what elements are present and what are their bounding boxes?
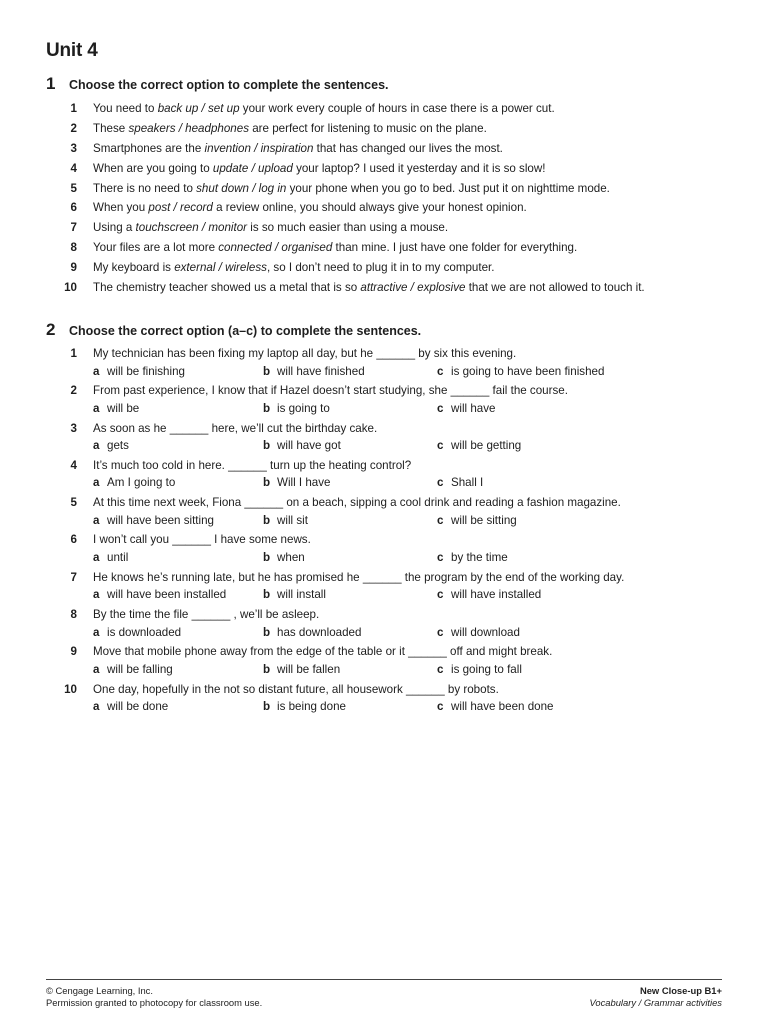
- option-text: will be finishing: [107, 364, 185, 378]
- option-text: will have: [451, 401, 496, 415]
- list-item: [0, 179, 768, 199]
- sentence-fragment: My keyboard is: [93, 261, 175, 275]
- option-a: [93, 661, 173, 679]
- option-letter: c: [437, 513, 444, 527]
- option-b: [263, 437, 341, 455]
- option-text: will download: [451, 625, 520, 639]
- option-a: [93, 400, 139, 418]
- item-number: 8: [70, 241, 77, 255]
- sentence-text: [93, 179, 610, 199]
- option-pair: post / record: [148, 201, 213, 215]
- permission-text: Permission granted to photocopy for classroom use.: [46, 997, 263, 1008]
- option-text: will be falling: [107, 662, 173, 676]
- item-number: 10: [64, 281, 77, 295]
- option-c: [437, 363, 604, 381]
- option-letter: c: [437, 364, 444, 378]
- option-letter: b: [263, 513, 271, 527]
- sentence-fragment: your phone when you go to bed. Just put it on nighttime mode.: [286, 181, 610, 195]
- option-text: Will I have: [277, 476, 331, 490]
- option-letter: c: [437, 625, 444, 639]
- option-letter: a: [93, 550, 100, 564]
- question-stem: As soon as he ______ here, we’ll cut the birthday cake.: [93, 421, 378, 435]
- item-number: 4: [70, 161, 77, 175]
- list-item: [0, 238, 768, 258]
- option-text: is going to: [277, 401, 330, 415]
- question-number: 1: [70, 347, 77, 360]
- item-number: 2: [70, 121, 77, 135]
- list-item: [0, 99, 768, 119]
- sentence-fragment: Smartphones are the: [93, 141, 205, 155]
- question-stem: He knows he’s running late, but he has promised he ______ the program by the end of the working day.: [93, 570, 625, 584]
- option-letter: b: [263, 700, 271, 714]
- option-letter: b: [263, 662, 271, 676]
- list-item: [0, 218, 768, 238]
- option-a: [93, 698, 168, 716]
- option-b: [263, 698, 346, 716]
- option-letter: b: [263, 625, 271, 639]
- option-pair: attractive / explosive: [360, 281, 466, 295]
- option-text: will be: [107, 401, 140, 415]
- option-a: [93, 624, 181, 642]
- sentence-fragment: There is no need to: [93, 181, 197, 195]
- question-number: 2: [70, 384, 77, 398]
- section-2-instruction: Choose the correct option (a–c) to complete the sentences.: [69, 324, 422, 338]
- question-item: [0, 345, 768, 382]
- activity-type: Vocabulary / Grammar activities: [589, 997, 722, 1008]
- question-item: [0, 420, 768, 457]
- sentence-fragment: your work every couple of hours in case there is a power cut.: [239, 102, 555, 115]
- option-b: [263, 586, 326, 604]
- option-a: [93, 474, 175, 492]
- option-text: will have been sitting: [107, 513, 214, 527]
- question-item: [0, 531, 768, 568]
- sentence-text: [93, 238, 577, 258]
- sentence-fragment: your laptop? I used it yesterday and it is so slow!: [292, 161, 546, 175]
- item-number: 7: [70, 221, 77, 235]
- item-number: 6: [70, 201, 77, 215]
- sentence-text: [93, 278, 645, 298]
- option-text: will be fallen: [277, 662, 341, 676]
- option-c: [437, 661, 522, 679]
- option-letter: c: [437, 700, 444, 714]
- option-text: will be getting: [451, 439, 522, 453]
- section-2-list: [0, 345, 768, 718]
- option-text: will have been done: [451, 700, 554, 714]
- sentence-text: [93, 139, 503, 159]
- option-b: [263, 400, 330, 418]
- footer-left: [46, 985, 262, 1009]
- option-letter: c: [437, 401, 444, 415]
- option-text: will have got: [277, 439, 341, 453]
- question-stem: It’s much too cold in here. ______ turn up the heating control?: [93, 458, 412, 472]
- option-text: will have been installed: [107, 588, 227, 602]
- option-pair: invention / inspiration: [204, 141, 314, 155]
- option-text: will sit: [277, 513, 308, 527]
- option-letter: c: [437, 439, 444, 453]
- footer-right: [589, 985, 722, 1009]
- option-text: is going to have been finished: [451, 364, 605, 378]
- sentence-fragment: Using a: [93, 221, 136, 235]
- option-letter: b: [263, 550, 271, 564]
- sentence-fragment: is so much easier than using a mouse.: [247, 221, 449, 235]
- question-stem: I won’t call you ______ I have some news.: [93, 533, 311, 547]
- section-2-number: 2: [46, 320, 56, 339]
- sentence-text: [93, 258, 494, 278]
- option-b: [263, 549, 305, 567]
- question-number: 8: [70, 608, 77, 622]
- option-a: [93, 549, 128, 567]
- copyright-text: © Cengage Learning, Inc.: [46, 985, 153, 996]
- option-letter: a: [93, 700, 100, 714]
- section-1-list: [0, 99, 768, 298]
- item-number: 9: [70, 261, 77, 275]
- option-b: [263, 363, 365, 381]
- sentence-text: [93, 119, 487, 139]
- option-text: until: [107, 550, 129, 564]
- option-pair: external / wireless: [174, 261, 267, 275]
- option-c: [437, 586, 541, 604]
- option-letter: b: [263, 401, 271, 415]
- option-letter: b: [263, 364, 271, 378]
- sentence-text: [93, 198, 527, 218]
- page-title: Unit 4: [46, 40, 98, 61]
- option-letter: b: [263, 588, 271, 602]
- sentence-fragment: a review online, you should always give your honest opinion.: [212, 201, 527, 215]
- sentence-fragment: that has changed our lives the most.: [313, 141, 503, 155]
- list-item: [0, 139, 768, 159]
- item-number: 5: [70, 181, 77, 195]
- question-item: [0, 569, 768, 606]
- option-pair: touchscreen / monitor: [135, 221, 248, 235]
- option-c: [437, 512, 517, 530]
- option-letter: a: [93, 401, 100, 415]
- option-text: has downloaded: [277, 625, 362, 639]
- item-number: 3: [70, 141, 77, 155]
- option-text: Shall I: [451, 476, 484, 490]
- option-c: [437, 549, 508, 567]
- option-text: by the time: [451, 550, 508, 564]
- option-a: [93, 363, 185, 381]
- sentence-text: [93, 99, 555, 119]
- question-stem: Move that mobile phone away from the edge of the table or it ______ off and might break.: [93, 645, 553, 659]
- question-number: 4: [70, 458, 77, 472]
- question-number: 6: [70, 533, 77, 547]
- question-item: [0, 606, 768, 643]
- question-number: 9: [70, 645, 77, 659]
- option-text: is going to fall: [451, 662, 522, 676]
- question-number: 3: [70, 421, 77, 435]
- option-letter: b: [263, 476, 271, 490]
- option-c: [437, 624, 520, 642]
- option-text: will have installed: [451, 588, 542, 602]
- option-pair: connected / organised: [218, 241, 333, 255]
- question-number: 5: [70, 496, 77, 510]
- option-letter: a: [93, 476, 100, 490]
- option-pair: back up / set up: [157, 102, 240, 115]
- option-c: [437, 474, 483, 492]
- option-text: gets: [107, 439, 129, 453]
- option-letter: c: [437, 588, 444, 602]
- list-item: [0, 278, 768, 298]
- sentence-fragment: The chemistry teacher showed us a metal that is so: [93, 281, 361, 295]
- section-1-instruction: Choose the correct option to complete the sentences.: [69, 78, 389, 92]
- question-item: [0, 681, 768, 718]
- option-letter: a: [93, 662, 100, 676]
- option-text: Am I going to: [107, 476, 176, 490]
- option-a: [93, 586, 226, 604]
- book-title: New Close-up B1+: [639, 985, 722, 996]
- question-stem: My technician has been fixing my laptop all day, but he ______ by six this evening.: [93, 347, 517, 360]
- question-item: [0, 494, 768, 531]
- sentence-fragment: Your files are a lot more: [93, 241, 219, 255]
- option-letter: b: [263, 439, 271, 453]
- option-letter: a: [93, 588, 100, 602]
- option-text: will be sitting: [451, 513, 517, 527]
- question-item: [0, 457, 768, 494]
- sentence-text: [93, 159, 545, 179]
- option-letter: a: [93, 364, 100, 378]
- item-number: 1: [70, 102, 77, 115]
- option-pair: shut down / log in: [196, 181, 287, 195]
- list-item: [0, 159, 768, 179]
- option-c: [437, 437, 521, 455]
- sentence-fragment: are perfect for listening to music on the plane.: [249, 121, 487, 135]
- question-stem: By the time the file ______ , we’ll be asleep.: [93, 608, 320, 622]
- question-number: 10: [64, 682, 77, 696]
- option-a: [93, 512, 214, 530]
- option-text: will have finished: [277, 364, 365, 378]
- option-b: [263, 661, 340, 679]
- option-pair: speakers / headphones: [128, 121, 249, 135]
- option-letter: c: [437, 550, 444, 564]
- option-a: [93, 437, 129, 455]
- question-item: [0, 382, 768, 419]
- option-letter: a: [93, 513, 100, 527]
- sentence-fragment: When are you going to: [93, 161, 213, 175]
- option-text: is being done: [277, 700, 346, 714]
- sentence-fragment: You need to: [93, 102, 158, 115]
- sentence-fragment: than mine. I just have one folder for everything.: [332, 241, 578, 255]
- sentence-fragment: When you: [93, 201, 149, 215]
- option-b: [263, 474, 330, 492]
- option-c: [437, 400, 495, 418]
- option-letter: c: [437, 662, 444, 676]
- option-letter: c: [437, 476, 444, 490]
- section-1-number: 1: [46, 74, 56, 93]
- question-stem: At this time next week, Fiona ______ on a beach, sipping a cool drink and reading a fashion magazine.: [93, 496, 621, 510]
- question-stem: One day, hopefully in the not so distant future, all housework ______ by robots.: [93, 682, 499, 696]
- option-letter: a: [93, 439, 100, 453]
- option-text: when: [277, 550, 305, 564]
- option-b: [263, 624, 361, 642]
- option-letter: a: [93, 625, 100, 639]
- list-item: [0, 119, 768, 139]
- question-item: [0, 643, 768, 680]
- list-item: [0, 198, 768, 218]
- question-number: 7: [70, 570, 77, 584]
- option-pair: update / upload: [212, 161, 293, 175]
- question-stem: From past experience, I know that if Hazel doesn’t start studying, she ______ fail the course.: [93, 384, 568, 398]
- section-2-heading: [46, 320, 421, 340]
- option-text: will be done: [107, 700, 169, 714]
- section-1-heading: [46, 74, 389, 94]
- footer-divider: [46, 979, 722, 980]
- sentence-fragment: These: [93, 121, 129, 135]
- sentence-text: [93, 218, 448, 238]
- sentence-fragment: that we are not allowed to touch it.: [465, 281, 645, 295]
- option-text: is downloaded: [107, 625, 182, 639]
- option-text: will install: [277, 588, 326, 602]
- list-item: [0, 258, 768, 278]
- sentence-fragment: , so I don’t need to plug it in to my computer.: [266, 261, 495, 275]
- option-b: [263, 512, 308, 530]
- option-c: [437, 698, 554, 716]
